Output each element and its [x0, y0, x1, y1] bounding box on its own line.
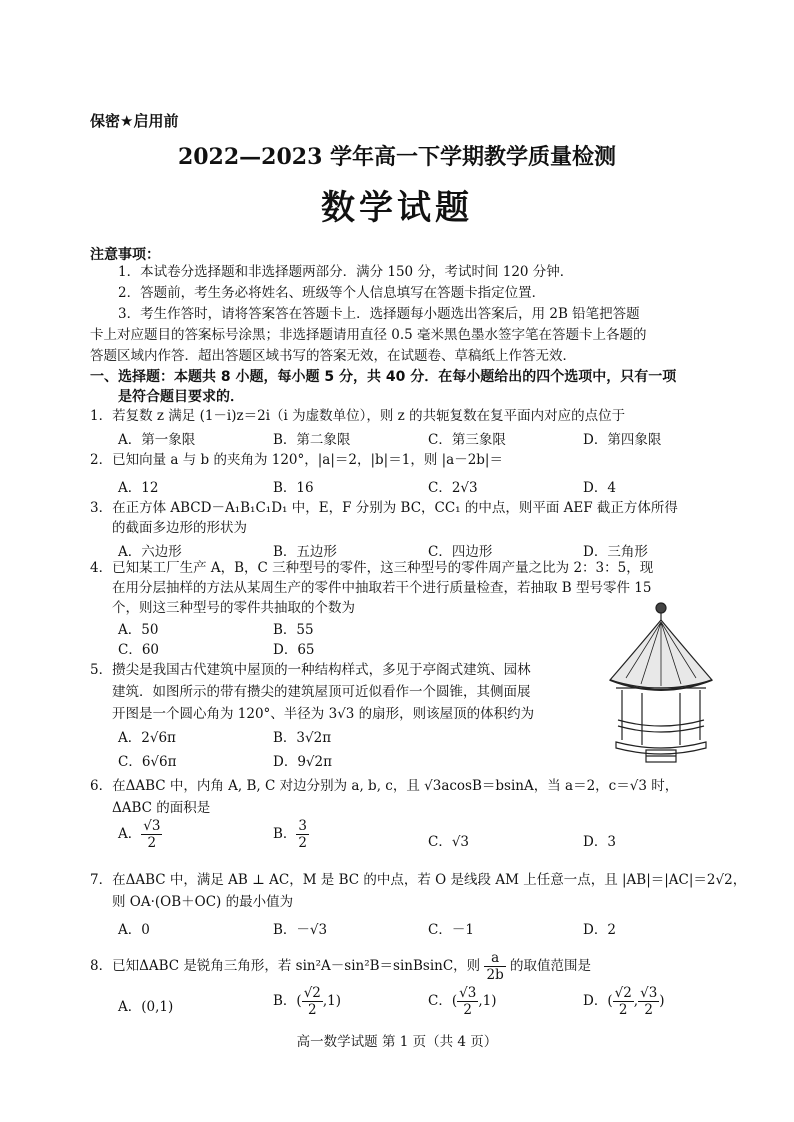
q2-option-c: C．2√3 [428, 480, 478, 496]
q3-option-d: D．三角形 [583, 544, 648, 560]
q4-option-a: A．50 [118, 622, 159, 638]
question-3-stem-cont: 的截面多边形的形状为 [112, 520, 247, 536]
question-6-stem: 6．在ΔABC 中，内角 A, B, C 对边分别为 a, b, c，且 √3acosB＝bsinA，当 a＝2，c＝√3 时， [90, 778, 679, 794]
note-item: 答题区域内作答．超出答题区域书写的答案无效，在试题卷、草稿纸上作答无效． [90, 348, 576, 364]
q1-option-d: D．第四象限 [583, 432, 662, 448]
q8-option-d: D．( $\frac{√2}{2}$ , $\frac{√3}{2}$ ) [583, 985, 665, 1018]
note-item: 3．考生作答时，请将答案答在答题卡上．选择题每小题选出答案后，用 2B 铅笔把答题 [118, 306, 640, 322]
question-5-stem: 5．攒尖是我国古代建筑中屋顶的一种结构样式，多见于亭阁式建筑、园林 [90, 662, 531, 678]
question-4-stem-cont: 个，则这三种型号的零件共抽取的个数为 [112, 600, 355, 616]
exam-title: 2022—2023 学年高一下学期教学质量检测 [177, 144, 617, 170]
q3-option-b: B．五边形 [273, 544, 337, 560]
q4-option-b: B．55 [273, 622, 314, 638]
question-3-stem: 3．在正方体 ABCD－A₁B₁C₁D₁ 中，E，F 分别为 BC，CC₁ 的中点，则平面 AEF 截正方体所得 [90, 500, 678, 516]
question-5-stem-cont: 开图是一个圆心角为 120°、半径为 3√3 的扇形，则该屋顶的体积约为 [112, 706, 535, 722]
note-item: 2．答题前，考生务必将姓名、班级等个人信息填写在答题卡指定位置． [118, 285, 546, 301]
q7-option-d: D．2 [583, 922, 616, 938]
subject-title: 数学试题 [321, 188, 473, 228]
note-item: 卡上对应题目的答案标号涂黑；非选择题请用直径 0.5 毫米黑色墨水签字笔在答题卡上各题的 [90, 327, 647, 343]
q3-option-c: C．四边形 [428, 544, 493, 560]
q2-option-a: A．12 [118, 480, 159, 496]
note-item: 1．本试卷分选择题和非选择题两部分．满分 150 分，考试时间 120 分钟． [118, 264, 574, 280]
q5-option-b: B．3√2π [273, 730, 332, 746]
page-footer: 高一数学试题 第 1 页（共 4 页） [296, 1034, 498, 1050]
question-8-stem: 8．已知ΔABC 是锐角三角形，若 sin²A－sin²B＝sinBsinC，则 $\frac{a}{2b}$ 的取值范围是 [90, 950, 592, 983]
section-heading: 一、选择题：本题共 8 小题，每小题 5 分，共 40 分．在每小题给出的四个选项中，只有一项 [90, 369, 677, 385]
q5-option-a: A．2√6π [118, 730, 176, 746]
question-2-stem: 2．已知向量 a 与 b 的夹角为 120°，|a|＝2，|b|＝1，则 |a－2b|＝ [90, 452, 503, 468]
q5-option-c: C．6√6π [118, 754, 177, 770]
question-4-stem: 4．已知某工厂生产 A，B，C 三种型号的零件，这三种型号的零件周产量之比为 2：3：5，现 [90, 560, 654, 576]
q2-option-b: B．16 [273, 480, 314, 496]
section-heading-cont: 是符合题目要求的． [118, 389, 244, 405]
q6-option-c: C．√3 [428, 834, 470, 850]
q6-option-a: A． $\frac{√3}{2}$ [118, 818, 161, 851]
q2-option-d: D．4 [583, 480, 616, 496]
question-5-stem-cont: 建筑．如图所示的带有攒尖的建筑屋顶可近似看作一个圆锥，其侧面展 [112, 684, 531, 700]
q8-option-a: A．(0,1) [118, 999, 174, 1015]
confidential-label: 保密★启用前 [90, 112, 179, 130]
q1-option-c: C．第三象限 [428, 432, 506, 448]
question-6-stem-cont: ΔABC 的面积是 [112, 800, 211, 816]
question-4-stem-cont: 在用分层抽样的方法从某周生产的零件中抽取若干个进行质量检查，若抽取 B 型号零件 15 [112, 580, 652, 596]
q7-option-b: B．－√3 [273, 922, 328, 938]
q8-option-c: C．( $\frac{√3}{2}$ ,1) [428, 985, 497, 1018]
q8-option-b: B．( $\frac{√2}{2}$ ,1) [273, 985, 342, 1018]
q3-option-a: A．六边形 [118, 544, 182, 560]
q1-option-b: B．第二象限 [273, 432, 351, 448]
q4-option-c: C．60 [118, 642, 160, 658]
question-7-stem-cont: 则 OA·(OB＋OC) 的最小值为 [112, 894, 294, 910]
q7-option-c: C．－1 [428, 922, 474, 938]
q4-option-d: D．65 [273, 642, 315, 658]
question-7-stem: 7．在ΔABC 中，满足 AB ⊥ AC，M 是 BC 的中点，若 O 是线段 AM 上任意一点，且 |AB|＝|AC|＝2√2， [90, 872, 747, 888]
notes-heading: 注意事项： [90, 247, 160, 263]
pavilion-illustration [606, 600, 716, 765]
q5-option-d: D．9√2π [273, 754, 332, 770]
q6-option-b: B． $\frac{3}{2}$ [273, 818, 308, 851]
q1-option-a: A．第一象限 [118, 432, 196, 448]
q6-option-d: D．3 [583, 834, 616, 850]
q7-option-a: A．0 [118, 922, 150, 938]
question-1-stem: 1．若复数 z 满足 (1－i)z＝2i（i 为虚数单位），则 z 的共轭复数在复平面内对应的点位于 [90, 408, 626, 424]
